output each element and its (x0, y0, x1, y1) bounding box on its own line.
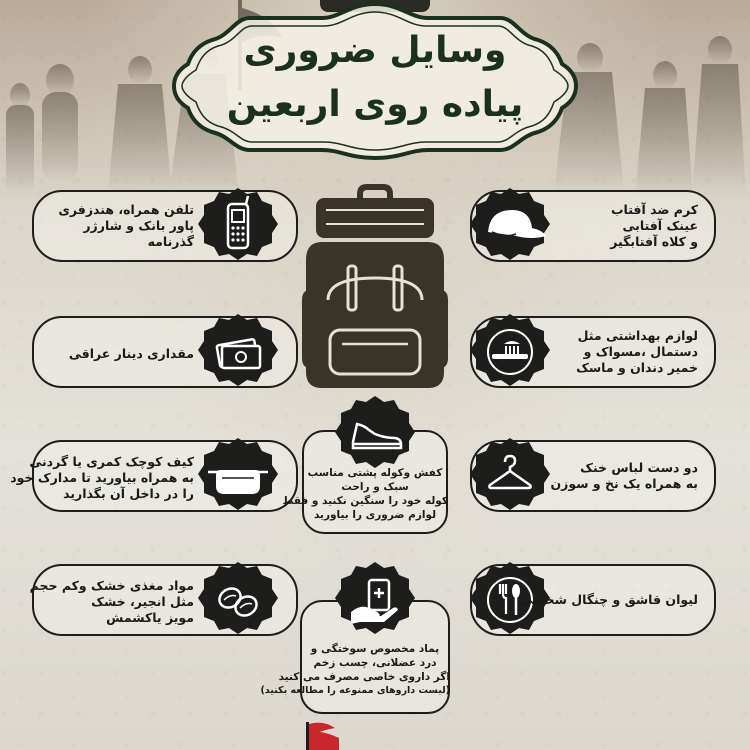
cap-badge (470, 186, 550, 266)
flag-icon (290, 718, 350, 750)
hanger-badge (470, 436, 550, 516)
item-text-sun: کرم ضد آفتاب عینک آفتابی و کلاه آفتابگیر (610, 202, 698, 249)
item-text-pouch: کیف کوچک کمری یا گردنی به همراه بیاورید تا مدارک خود را در داخل آن بگذارید (10, 454, 194, 501)
page-title-line1: وسایل ضروری (243, 30, 507, 71)
shoe-badge (335, 394, 415, 474)
item-text-phone: تلفن همراه، هندزفری پاور بانک و شارژر گذرنامه (58, 202, 194, 249)
phone-badge (198, 186, 278, 266)
backpack-icon (302, 180, 448, 392)
title-frame (170, 0, 580, 160)
toothbrush-badge (470, 312, 550, 392)
item-text-clothes: دو دست لباس خنک به همراه یک نخ و سوزن (550, 460, 698, 491)
medicine-badge (335, 560, 415, 640)
item-text-cutlery: لیوان قاشق و چنگال شخصی (520, 592, 698, 607)
waist-bag-badge (198, 436, 278, 516)
item-text-money: مقداری دینار عراقی (68, 346, 194, 361)
item-text-food: مواد مغذی خشک وکم حجم مثل انجیر، خشک مویز یاکشمش (29, 578, 194, 625)
page-title-line2: پیاده روی اربعین (226, 84, 524, 125)
item-text-shoes: کفش وکوله پشتی مناسب سبک و راحت کوله خود را سنگین نکنید و فقط لوازم ضروری را بیاورید (282, 467, 448, 521)
dried-fruit-badge (198, 560, 278, 640)
item-text-medicine: پماد مخصوص سوختگی و درد عضلانی، چسب زخم اگر داروی خاصی مصرف می کنید (لیست داروهای ممنوعه را مطالعه بکنید) (260, 643, 450, 696)
item-text-hygiene: لوازم بهداشتی مثل دستمال ،مسواک و خمیر دندان و ماسک (576, 328, 698, 375)
money-badge (198, 312, 278, 392)
